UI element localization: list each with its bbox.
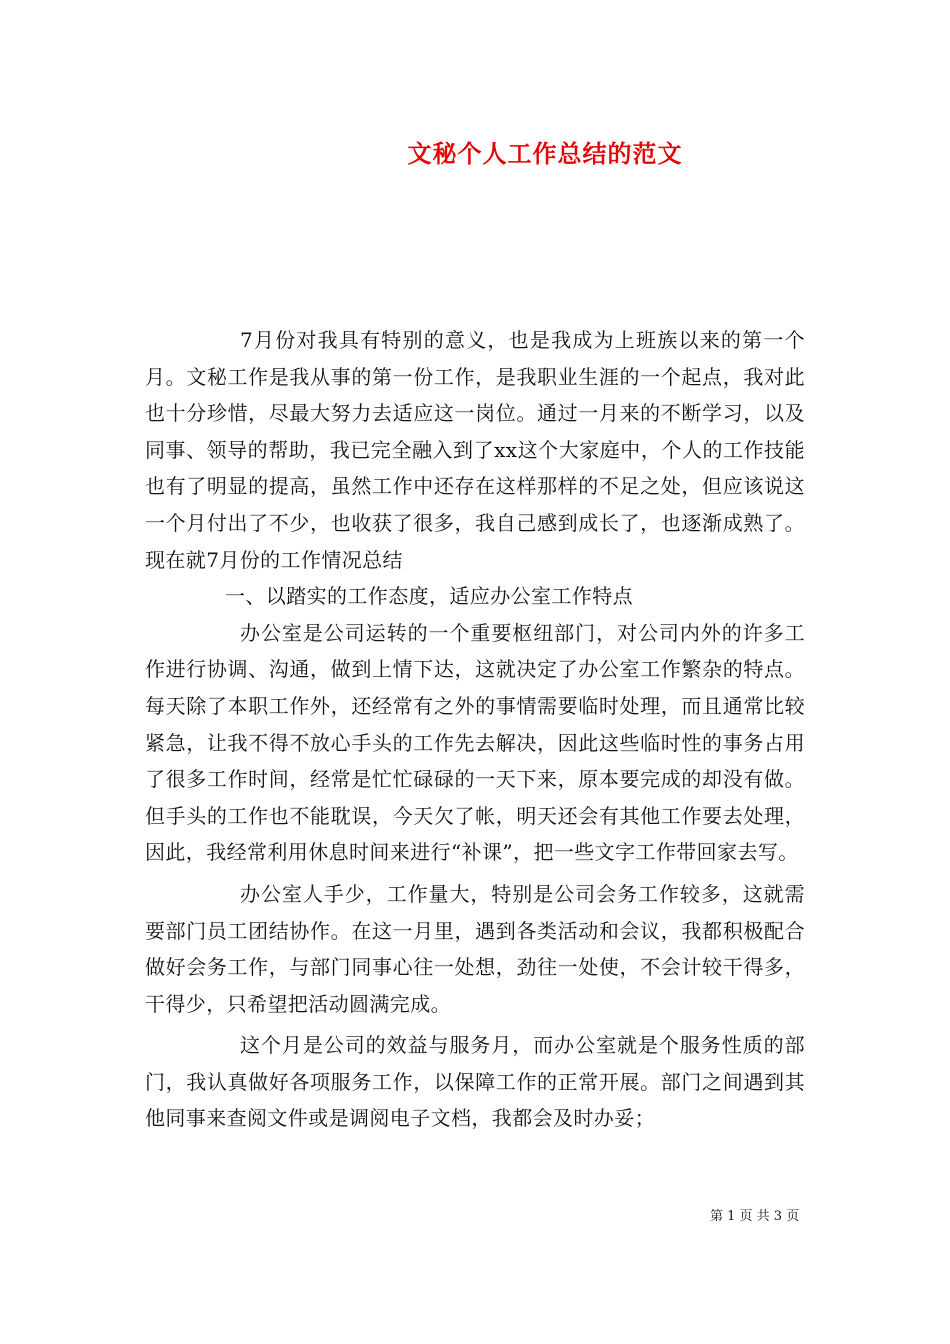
body-paragraph: 这个月是公司的效益与服务月，而办公室就是个服务性质的部门，我认真做好各项服务工作，以保障工作的正常开展。部门之间遇到其他同事来查阅文件或是调阅电子文档，我都会及时办妥； <box>145 1033 805 1131</box>
document-body <box>145 322 805 1137</box>
page-number-footer: 第 1 页 共 3 页 <box>710 1209 800 1224</box>
section-heading: 一、以踏实的工作态度，适应办公室工作特点 <box>225 584 633 609</box>
body-paragraph: 办公室人手少，工作量大，特别是公司会务工作较多，这就需要部门员工团结协作。在这一月里，遇到各类活动和会议，我都积极配合做好会务工作，与部门同事心往一处想，劲往一处使，不会计较干得多，干得少，只希望把活动圆满完成。 <box>145 881 805 1016</box>
body-paragraph: 办公室是公司运转的一个重要枢纽部门，对公司内外的许多工作进行协调、沟通，做到上情下达，这就决定了办公室工作繁杂的特点。每天除了本职工作外，还经常有之外的事情需要临时处理，而且通常比较紧急，让我不得不放心手头的工作先去解决，因此这些临时性的事务占用了很多工作时间，经常是忙忙碌碌的一天下来，原本要完成的却没有做。但手头的工作也不能耽误，今天欠了帐，明天还会有其他工作要去处理，因此，我经常利用休息时间来进行“补课”，把一些文字工作带回家去写。 <box>145 620 805 865</box>
intro-paragraph: 7月份对我具有特别的意义，也是我成为上班族以来的第一个月。文秘工作是我从事的第一份工作，是我职业生涯的一个起点，我对此也十分珍惜，尽最大努力去适应这一岗位。通过一月来的不断学习，以及同事、领导的帮助，我已完全融入到了xx这个大家庭中，个人的工作技能也有了明显的提高，虽然工作中还存在这样那样的不足之处，但应该说这一个月付出了不少，也收获了很多，我自己感到成长了，也逐渐成熟了。现在就7月份的工作情况总结 <box>145 328 805 572</box>
page-title: 文秘个人工作总结的范文 <box>407 139 683 168</box>
